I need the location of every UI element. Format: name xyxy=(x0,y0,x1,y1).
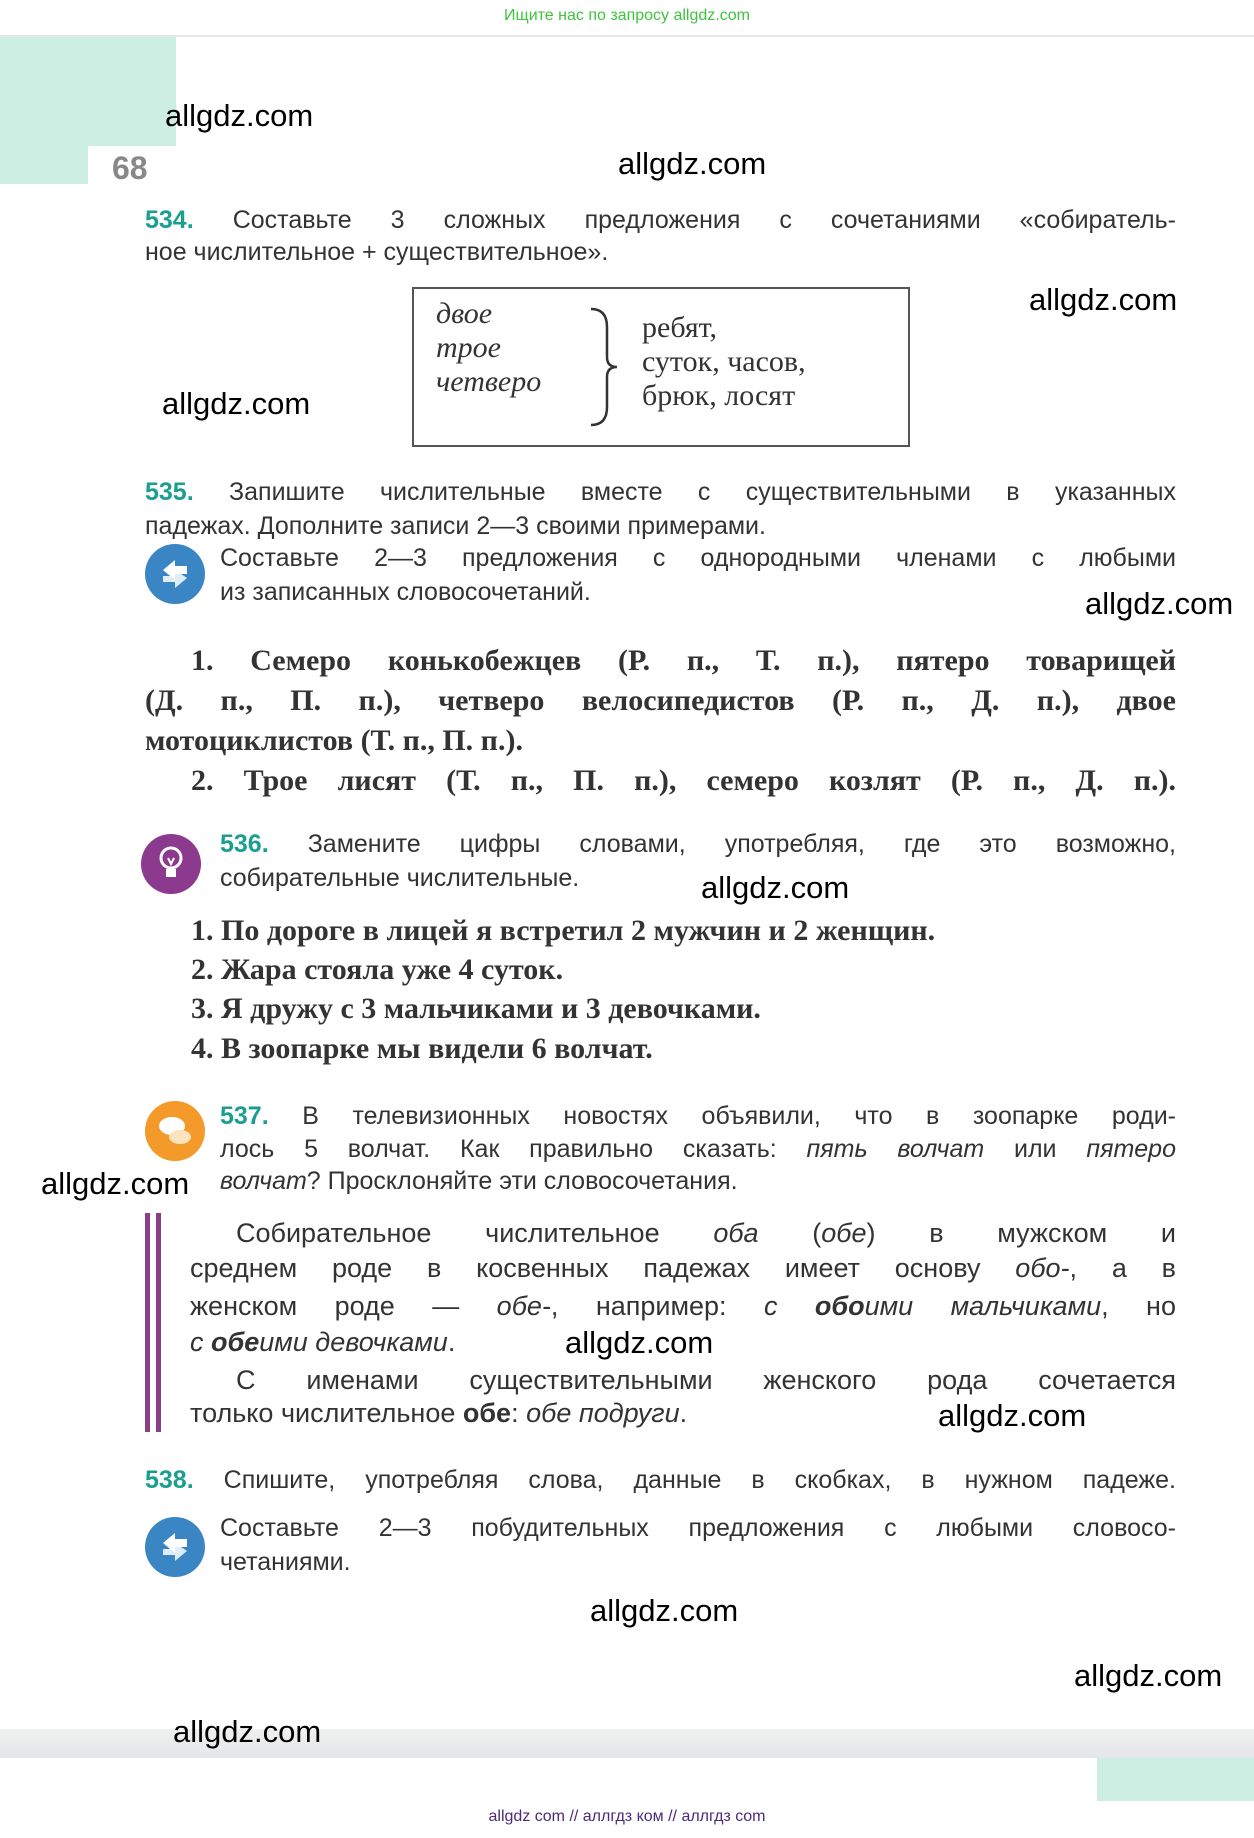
watermark: allgdz.com xyxy=(173,1714,322,1749)
text: Собирательное числительное xyxy=(236,1218,660,1248)
sentence-item: 4. В зоопарке мы видели 6 волчат. xyxy=(191,1032,653,1065)
ex537-line xyxy=(220,1164,1176,1198)
repeat-arrows-icon xyxy=(145,544,205,604)
bold-italic-text: обе xyxy=(211,1327,260,1357)
text: : xyxy=(511,1398,519,1428)
text: , но xyxy=(1101,1291,1176,1321)
example-line: 1. Семеро конькобежцев (Р. п., Т. п.), пятеро товарищей xyxy=(191,644,1176,677)
text: ? Просклоняйте эти словосочетания. xyxy=(306,1167,738,1195)
sentence-item: 3. Я дружу с 3 мальчиками и 3 девочками. xyxy=(191,992,761,1025)
rule-line xyxy=(236,1216,1176,1250)
text: ) в мужском и xyxy=(866,1218,1176,1248)
example-line: (Д. п., П. п.), четверо велосипедистов (Р. п., Д. п.), двое xyxy=(145,684,1176,717)
watermark: allgdz.com xyxy=(1085,586,1234,621)
box-left xyxy=(436,297,541,399)
text: В телевизионных новостях объявили, что в зоопарке роди- xyxy=(302,1102,1177,1130)
exercise-number: 538. xyxy=(145,1466,194,1494)
ex537-line xyxy=(220,1099,1176,1133)
italic-text: с xyxy=(763,1291,778,1321)
numeral: трое xyxy=(436,331,501,364)
footer-links[interactable]: allgdz com // аллгдз ком // аллгдз com xyxy=(488,1808,766,1825)
ex535-task: из записанных словосочетаний. xyxy=(220,578,591,606)
ex537-line xyxy=(220,1132,1176,1166)
noun: брюк, лосят xyxy=(642,379,796,412)
italic-text: ими мальчиками xyxy=(864,1291,1102,1321)
numeral: четверо xyxy=(436,365,542,398)
bold-text: обе xyxy=(462,1398,512,1428)
italic-text: волчат xyxy=(220,1167,307,1195)
ex538-line xyxy=(145,1463,1176,1497)
italic-text: оба xyxy=(713,1218,759,1248)
ex535-line xyxy=(145,475,1176,509)
rule-line xyxy=(190,1251,1176,1285)
ex535-line: падежах. Дополните записи 2—3 своими примерами. xyxy=(145,512,766,540)
ex534-line: ное числительное + существительное». xyxy=(145,238,609,266)
text: , а в xyxy=(1069,1253,1176,1283)
text: Замените цифры словами, употребляя, где это возможно, xyxy=(307,830,1176,858)
sentence-item: 2. Жара стояла уже 4 суток. xyxy=(191,953,564,986)
word-combination-box xyxy=(412,287,910,447)
text: . xyxy=(447,1327,456,1357)
ex538-task: четаниями. xyxy=(220,1548,351,1576)
ex535-task: Составьте 2—3 предложения с однородными членами с любыми xyxy=(220,544,1176,572)
watermark: allgdz.com xyxy=(565,1325,714,1360)
page-corner-decoration xyxy=(1097,1758,1254,1801)
watermark: allgdz.com xyxy=(1074,1658,1223,1693)
ex536-line xyxy=(220,827,1176,861)
exercise-number: 535. xyxy=(145,478,194,506)
text: Запишите числительные вместе с существительными в указанных xyxy=(229,478,1176,506)
lightbulb-icon xyxy=(141,834,201,894)
watermark: allgdz.com xyxy=(938,1398,1087,1433)
text: женском роде — xyxy=(190,1291,460,1321)
brace-icon xyxy=(589,307,619,427)
italic-text: ими девочками xyxy=(259,1327,448,1357)
example-line: мотоциклистов (Т. п., П. п.). xyxy=(145,724,523,757)
noun: ребят, xyxy=(642,311,717,344)
text: только числительное xyxy=(190,1398,456,1428)
sentence-item: 1. По дороге в лицей я встретил 2 мужчин и 2 женщин. xyxy=(191,914,936,947)
bold-italic-text: обо xyxy=(814,1291,865,1321)
text: . xyxy=(679,1398,688,1428)
watermark: allgdz.com xyxy=(701,870,850,905)
rule-marker-bar xyxy=(145,1213,162,1432)
ex534-line xyxy=(145,203,1176,237)
numeral: двое xyxy=(436,297,493,330)
watermark: allgdz.com xyxy=(162,386,311,421)
top-banner xyxy=(0,0,1254,37)
box-right xyxy=(642,311,806,413)
italic-text: обе- xyxy=(496,1291,551,1321)
text: или xyxy=(1014,1135,1057,1163)
italic-text: обе xyxy=(821,1218,867,1248)
banner-text[interactable]: Ищите нас по запросу allgdz.com xyxy=(504,7,750,24)
italic-text: с xyxy=(190,1327,204,1357)
ex538-task: Составьте 2—3 побудительных предложения с любыми словосо- xyxy=(220,1514,1176,1542)
exercise-number: 534. xyxy=(145,206,194,234)
watermark: allgdz.com xyxy=(1029,282,1178,317)
exercise-number: 537. xyxy=(220,1102,269,1130)
italic-text: пять волчат xyxy=(806,1135,985,1163)
text: , например: xyxy=(550,1291,727,1321)
italic-text: обо- xyxy=(1015,1253,1070,1283)
text: лось 5 волчат. Как правильно сказать: xyxy=(220,1135,777,1163)
rule-line xyxy=(190,1396,687,1430)
italic-text: обе подруги xyxy=(526,1398,680,1428)
watermark: allgdz.com xyxy=(618,146,767,181)
text: среднем роде в косвенных падежах имеет основу xyxy=(190,1253,981,1283)
exercise-number: 536. xyxy=(220,830,269,858)
text: Составьте 3 сложных предложения с сочетаниями «собиратель- xyxy=(232,206,1176,234)
example-line: 2. Трое лисят (Т. п., П. п.), семеро козлят (Р. п., Д. п.). xyxy=(191,764,1176,797)
rule-line xyxy=(190,1289,1176,1323)
rule-line: С именами существительными женского рода сочетается xyxy=(236,1365,1176,1395)
watermark: allgdz.com xyxy=(165,98,314,133)
noun: суток, часов, xyxy=(642,345,806,378)
italic-text: пятеро xyxy=(1086,1135,1176,1163)
watermark: allgdz.com xyxy=(41,1166,190,1201)
speech-bubbles-icon xyxy=(145,1101,205,1161)
repeat-arrows-icon xyxy=(145,1517,205,1577)
page-number: 68 xyxy=(112,150,148,186)
watermark: allgdz.com xyxy=(590,1593,739,1628)
text: ( xyxy=(812,1218,822,1248)
ex536-line: собирательные числительные. xyxy=(220,864,580,892)
rule-line xyxy=(190,1325,455,1359)
text: Спишите, употребляя слова, данные в скобках, в нужном падеже. xyxy=(223,1466,1176,1494)
